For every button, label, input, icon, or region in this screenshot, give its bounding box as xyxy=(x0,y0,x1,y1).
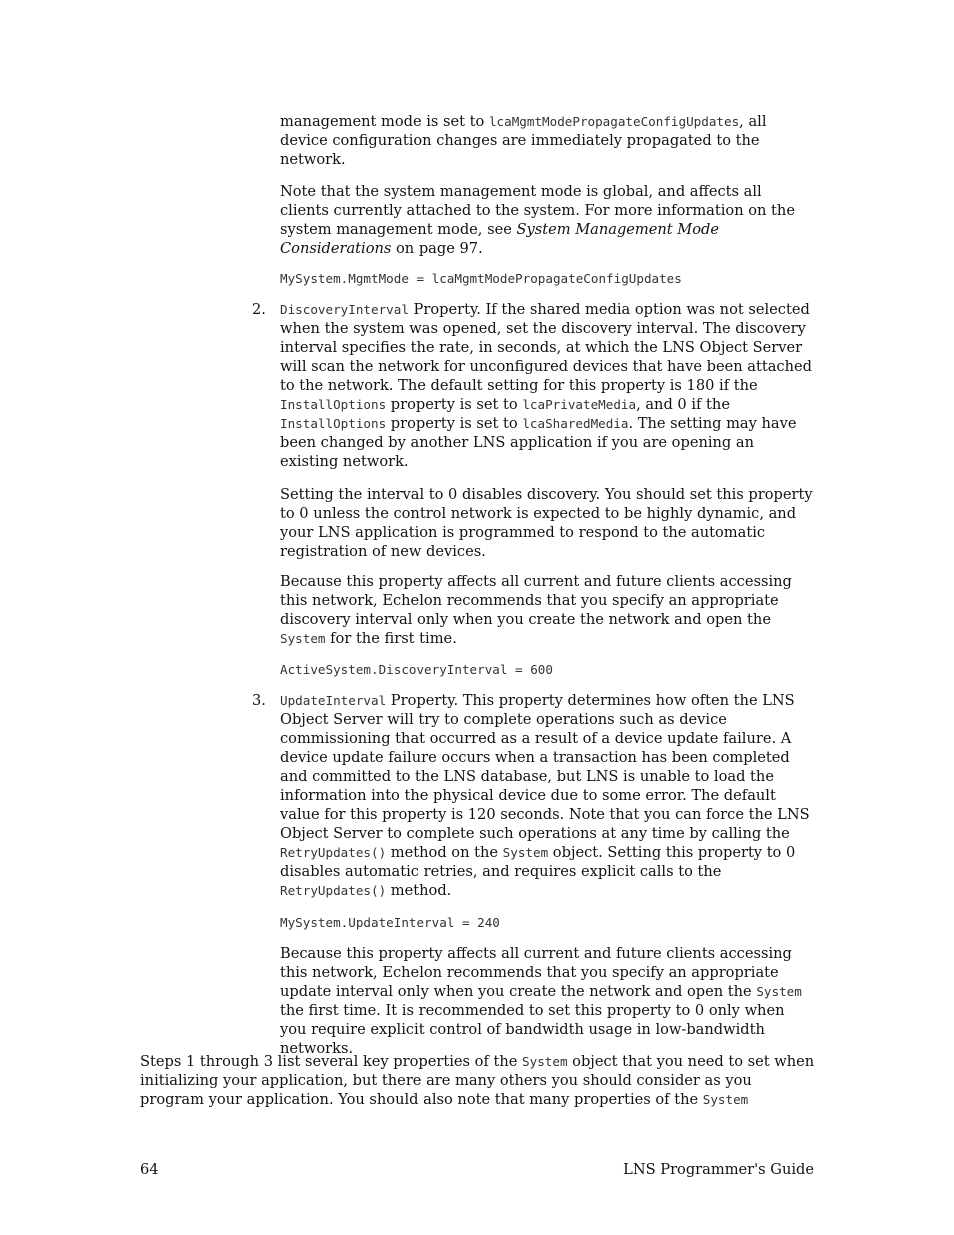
property-name: DiscoveryInterval xyxy=(280,302,409,317)
property-name: UpdateInterval xyxy=(280,693,387,708)
inline-code: RetryUpdates() xyxy=(280,845,387,860)
list-item-update-interval: UpdateInterval Property. This property determines how often the LNS Object Server will try to complete operations such as device commissioning that occurred as a result of a device update failure. A device update failure occurs when a transaction has been completed and committed to the LNS database, but LNS is unable to load the information into the physical device due to some error. The default value for this property is 120 seconds. Note that you can force the LNS Object Server to complete such operations at any time by calling the RetryUpdates() method on the System object. Setting this property to 0 disables automatic retries, and requires explicit calls to the RetryUpdates() method. xyxy=(280,692,810,899)
inline-code: InstallOptions xyxy=(280,416,387,431)
code-example-mgmt-mode: MySystem.MgmtMode = lcaMgmtModePropagateConfigUpdates xyxy=(280,271,682,286)
paragraph-mgmt-mode-propagate: management mode is set to lcaMgmtModePropagateConfigUpdates, all device configuration changes are immediately propagated to the network. xyxy=(280,113,767,168)
inline-code: lcaPrivateMedia xyxy=(522,397,637,412)
cross-reference: System Management Mode Considerations xyxy=(280,221,720,257)
document-title: LNS Programmer's Guide xyxy=(623,1161,814,1178)
inline-code: RetryUpdates() xyxy=(280,883,387,898)
list-item-discovery-interval: DiscoveryInterval Property. If the shared media option was not selected when the system was opened, set the discovery interval. The discovery interval specifies the rate, in seconds, at which the LNS Object Server will scan the network for unconfigured devices that have been attached to the network. The default setting for this property is 180 if the InstallOptions property is set to lcaPrivateMedia, and 0 if the InstallOptions property is set to lcaSharedMedia. The setting may have been changed by another LNS application if you are opening an existing network. xyxy=(280,301,812,470)
paragraph-discovery-recommendation: Because this property affects all current and future clients accessing this network, Echelon recommends that you specify an appropriate discovery interval only when you create the network and open the System for the first time. xyxy=(280,573,792,647)
inline-code: System xyxy=(702,1092,749,1107)
inline-code: System xyxy=(280,631,326,646)
paragraph-update-recommendation: Because this property affects all current and future clients accessing this network, Echelon recommends that you specify an appropriate update interval only when you create the network and open the System the first time. It is recommended to set this property to 0 only when you require explicit control of bandwidth usage in low-bandwidth networks. xyxy=(280,945,802,1057)
list-number: 2. xyxy=(252,301,266,318)
page-number: 64 xyxy=(140,1161,159,1178)
paragraph-steps-summary: Steps 1 through 3 list several key properties of the System object that you need to set when initializing your application, but there are many others you should consider as you program your application. You should also note that many properties of the System xyxy=(140,1053,815,1108)
inline-code: System xyxy=(756,984,802,999)
inline-code: lcaSharedMedia xyxy=(522,416,629,431)
inline-code: InstallOptions xyxy=(280,397,387,412)
code-example-update-interval: MySystem.UpdateInterval = 240 xyxy=(280,915,500,930)
inline-code: System xyxy=(522,1054,568,1069)
list-number: 3. xyxy=(252,692,266,709)
inline-code: System xyxy=(502,845,549,860)
paragraph-discovery-disable: Setting the interval to 0 disables discovery. You should set this property to 0 unless the control network is expected to be highly dynamic, and your LNS application is programmed to respond to the automatic registration of new devices. xyxy=(280,486,813,560)
paragraph-system-mgmt-mode-note: Note that the system management mode is global, and affects all clients currently attached to the system. For more information on the system management mode, see System Management Mode Considerations on page 97. xyxy=(280,183,795,257)
code-example-discovery-interval: ActiveSystem.DiscoveryInterval = 600 xyxy=(280,662,553,677)
inline-code: lcaMgmtModePropagateConfigUpdates xyxy=(488,114,740,129)
